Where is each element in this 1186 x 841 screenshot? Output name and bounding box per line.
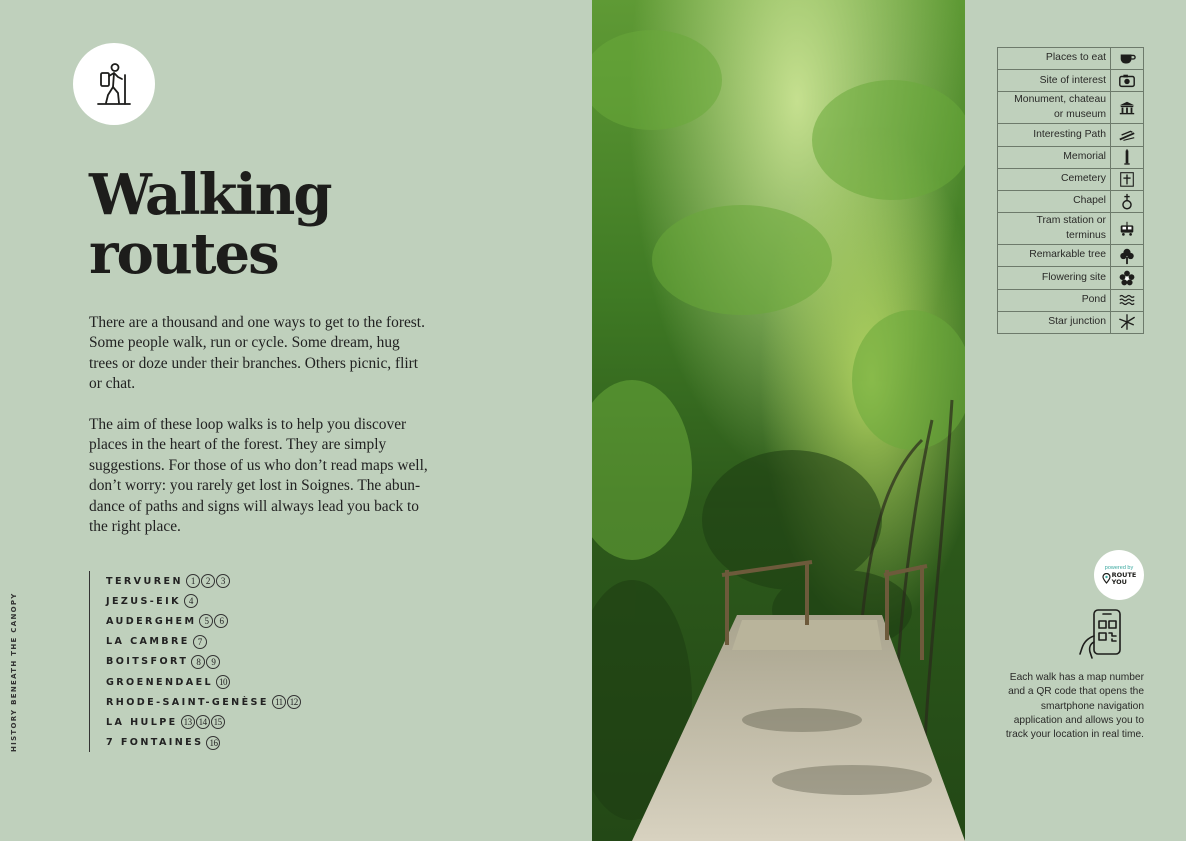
legend-row (998, 70, 1144, 92)
spine-text: HISTORY BENEATH THE CANOPY (10, 592, 18, 752)
legend-icon-cell (1111, 213, 1144, 245)
hiker-badge (73, 43, 155, 125)
route-name: LA HULPE (106, 716, 178, 728)
tram-icon (1118, 220, 1136, 238)
cup-icon (1118, 50, 1136, 68)
tree-icon (1118, 247, 1136, 265)
route-list (89, 571, 301, 752)
legend-icon-cell (1111, 146, 1144, 168)
route-name: AUDERGHEM (106, 615, 197, 627)
legend-row (998, 190, 1144, 212)
route-number-badge: 6 (214, 614, 228, 628)
legend-row (998, 168, 1144, 190)
routeyou-logo-text: ROUTE YOU (1111, 570, 1137, 586)
legend-icon-cell (1111, 190, 1144, 212)
page-title: Walking routes (89, 162, 331, 287)
phone-qr-icon (1076, 608, 1126, 660)
route-number-badge: 8 (191, 655, 205, 669)
route-number-badge: 13 (181, 715, 195, 729)
route-number-badge: 15 (211, 715, 225, 729)
routeyou-badge (1094, 550, 1144, 600)
route-item (106, 611, 301, 631)
legend-label: Site of interest (998, 70, 1111, 92)
legend-row (998, 311, 1144, 333)
route-item (106, 652, 301, 672)
intro-paragraph: The aim of these loop walks is to help you discover places in the heart of the forest. They are simply suggestions. For those of us who don’t read maps well, don’t worry: you rarely get lost in Soignes. The abun- dance of paths and signs will always lead you back to the right place. (89, 416, 428, 536)
legend-icon-cell (1111, 48, 1144, 70)
cemetery-icon (1118, 170, 1136, 188)
legend-label: Places to eat (998, 48, 1111, 70)
legend-label: Tram station or terminus (998, 213, 1111, 245)
route-item (106, 672, 301, 692)
pond-icon (1118, 291, 1136, 309)
route-number-badge: 10 (216, 675, 230, 689)
route-item (106, 571, 301, 591)
legend-table (997, 47, 1144, 334)
route-name: 7 FONTAINES (106, 737, 204, 749)
route-name: TERVUREN (106, 575, 183, 587)
route-name: RHODE-SAINT-GENÈSE (106, 696, 269, 708)
legend-icon-cell (1111, 267, 1144, 289)
route-number-badge: 16 (206, 736, 220, 750)
legend-icon-cell (1111, 70, 1144, 92)
route-item (106, 692, 301, 712)
route-numbers (272, 695, 301, 709)
legend-label: Star junction (998, 311, 1111, 333)
legend-row (998, 92, 1144, 124)
legend-icon-cell (1111, 92, 1144, 124)
legend-label: Pond (998, 289, 1111, 311)
route-numbers (181, 715, 225, 729)
route-number-badge: 1 (186, 574, 200, 588)
route-numbers (216, 675, 230, 689)
route-numbers (184, 594, 198, 608)
legend-label: Chapel (998, 190, 1111, 212)
route-number-badge: 14 (196, 715, 210, 729)
route-number-badge: 2 (201, 574, 215, 588)
camera-icon (1118, 72, 1136, 90)
route-numbers (199, 614, 228, 628)
route-item (106, 632, 301, 652)
route-number-badge: 12 (287, 695, 301, 709)
route-item (106, 712, 301, 732)
legend-row (998, 146, 1144, 168)
memorial-icon (1118, 148, 1136, 166)
route-name: BOITSFORT (106, 656, 189, 668)
junction-icon (1118, 313, 1136, 331)
route-number-badge: 4 (184, 594, 198, 608)
chapel-icon (1118, 193, 1136, 211)
route-number-badge: 5 (199, 614, 213, 628)
route-number-badge: 7 (193, 635, 207, 649)
route-number-badge: 3 (216, 574, 230, 588)
legend-icon-cell (1111, 245, 1144, 267)
legend-label: Cemetery (998, 168, 1111, 190)
legend-icon-cell (1111, 124, 1144, 146)
intro-paragraph: There are a thousand and one ways to get to the forest. Some people walk, run or cycle. Some dream, hug trees or doze under their branches. Others picnic, flirt or chat. (89, 314, 425, 393)
route-numbers (193, 635, 207, 649)
flower-icon (1118, 269, 1136, 287)
intro-text (89, 313, 469, 558)
path-icon (1118, 126, 1136, 144)
legend-label: Interesting Path (998, 124, 1111, 146)
legend-label: Flowering site (998, 267, 1111, 289)
legend-row (998, 245, 1144, 267)
route-item (106, 733, 301, 753)
qr-note: Each walk has a map number and a QR code that opens the smartphone navigation application and allows you to track your location in real time. (1005, 672, 1144, 741)
legend-icon-cell (1111, 289, 1144, 311)
route-number-badge: 11 (272, 695, 286, 709)
legend-row (998, 213, 1144, 245)
route-number-badge: 9 (206, 655, 220, 669)
powered-by-label: powered by (1104, 564, 1134, 571)
route-name: JEZUS-EIK (106, 595, 181, 607)
routeyou-pin-icon (1102, 573, 1111, 584)
route-name: LA CAMBRE (106, 636, 190, 648)
legend-row (998, 124, 1144, 146)
route-numbers (206, 736, 220, 750)
route-item (106, 591, 301, 611)
legend-label: Memorial (998, 146, 1111, 168)
legend-label: Monument, chateau or museum (998, 92, 1111, 124)
route-numbers (186, 574, 230, 588)
monument-icon (1118, 99, 1136, 117)
forest-photo (592, 0, 965, 841)
legend-row (998, 289, 1144, 311)
legend-row (998, 267, 1144, 289)
legend-row (998, 48, 1144, 70)
hiker-icon (94, 62, 134, 106)
route-numbers (191, 655, 220, 669)
route-name: GROENENDAEL (106, 676, 214, 688)
legend-icon-cell (1111, 311, 1144, 333)
legend-label: Remarkable tree (998, 245, 1111, 267)
legend-icon-cell (1111, 168, 1144, 190)
